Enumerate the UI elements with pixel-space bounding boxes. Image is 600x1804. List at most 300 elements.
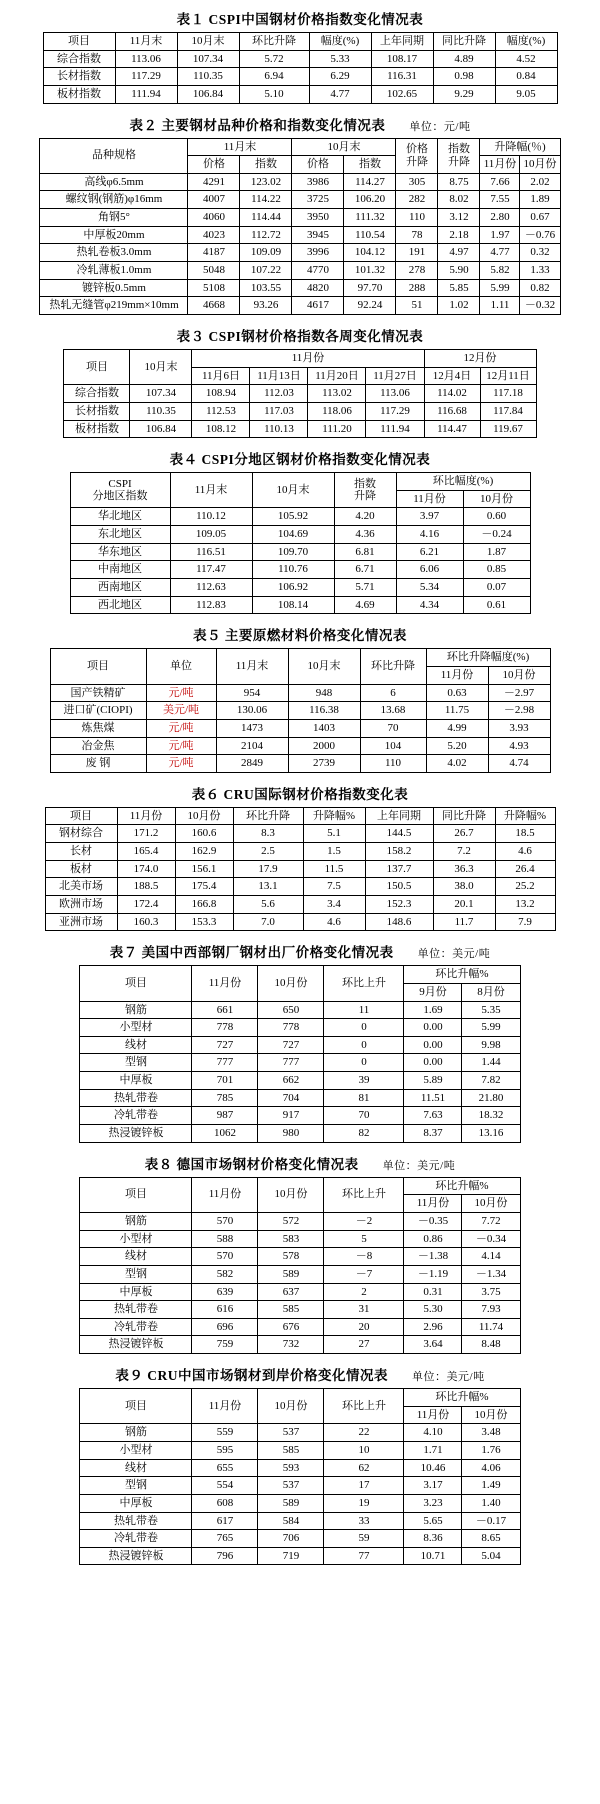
table-cell: 5.65 <box>404 1512 462 1530</box>
table-row <box>80 1125 520 1143</box>
table-header-row <box>45 807 555 825</box>
table-cell: 4.89 <box>433 50 495 68</box>
table-cell: 111.20 <box>308 420 366 438</box>
table-cell: 4.74 <box>488 755 550 773</box>
table-row <box>80 1530 520 1548</box>
table-cell: 3725 <box>292 191 344 209</box>
table-cell: 4.10 <box>404 1424 462 1442</box>
table-cell: 2000 <box>288 737 360 755</box>
table-cell: 110 <box>360 755 426 773</box>
table-cell: 5.20 <box>426 737 488 755</box>
table-cell: 582 <box>192 1265 258 1283</box>
column-header: 10月末 <box>288 649 360 684</box>
table-cell: 4023 <box>188 226 240 244</box>
table-cell: 0.85 <box>463 561 530 579</box>
column-header: 单位 <box>146 649 216 684</box>
table-cell: 13.68 <box>360 702 426 720</box>
table-cell: 3986 <box>292 173 344 191</box>
table-cell: 570 <box>192 1248 258 1266</box>
table-cell: 104.69 <box>252 526 334 544</box>
table-cell: 101.32 <box>344 262 396 280</box>
row-label: 型钢 <box>80 1477 192 1495</box>
table-cell: 1.87 <box>463 543 530 561</box>
table-cell: 917 <box>258 1107 324 1125</box>
table-cell: 980 <box>258 1125 324 1143</box>
table-cell: 108.12 <box>192 420 250 438</box>
column-header: 环比幅度(%) <box>396 473 530 491</box>
table-cell: 0.67 <box>520 209 560 227</box>
table-row <box>40 173 560 191</box>
table-cell: 113.06 <box>115 50 177 68</box>
table-row <box>45 860 555 878</box>
table-title-t7 <box>8 941 592 961</box>
table-cell: 4668 <box>188 297 240 315</box>
table-cell: 117.18 <box>480 385 536 403</box>
table-row <box>70 579 530 597</box>
table-cell: 109.05 <box>170 526 252 544</box>
table-cell: 7.9 <box>495 913 555 931</box>
table-cell: －7 <box>324 1265 404 1283</box>
table-cell: 8.02 <box>438 191 480 209</box>
table-cell: 6 <box>360 684 426 702</box>
table-cell: 6.29 <box>309 68 371 86</box>
column-header: 同比升降 <box>433 807 495 825</box>
row-label: 西北地区 <box>70 596 170 614</box>
table-cell: 160.3 <box>117 913 175 931</box>
table-cell: 2849 <box>216 755 288 773</box>
table-cell: 1.71 <box>404 1442 462 1460</box>
table-cell: 110.76 <box>252 561 334 579</box>
column-header: 11月份 <box>404 1195 462 1213</box>
column-header: 上年同期 <box>365 807 433 825</box>
row-label: 东北地区 <box>70 526 170 544</box>
table-cell: 5.72 <box>239 50 309 68</box>
table-row <box>40 244 560 262</box>
table-cell: 158.2 <box>365 843 433 861</box>
table-cell: 51 <box>396 297 438 315</box>
table-cell: 954 <box>216 684 288 702</box>
table-cell: 4.93 <box>488 737 550 755</box>
table-cell: 778 <box>258 1019 324 1037</box>
table-cell: 93.26 <box>240 297 292 315</box>
table-cell: 554 <box>192 1477 258 1495</box>
table-cell: 10.46 <box>404 1459 462 1477</box>
table-cell: 11.51 <box>404 1089 462 1107</box>
table-cell: 5.89 <box>404 1072 462 1090</box>
table-cell: 105.92 <box>252 508 334 526</box>
table-cell: 39 <box>324 1072 404 1090</box>
table-cell: 637 <box>258 1283 324 1301</box>
table-cell: 33 <box>324 1512 404 1530</box>
row-label: 小型材 <box>80 1442 192 1460</box>
table-cell: 114.22 <box>240 191 292 209</box>
table-cell: 8.37 <box>404 1125 462 1143</box>
table-block-t8 <box>8 1153 592 1354</box>
table-row <box>64 402 536 420</box>
table-cell: 109.70 <box>252 543 334 561</box>
table-cell: 0.32 <box>520 244 560 262</box>
column-header: 8月份 <box>462 983 520 1001</box>
column-header: 12月份 <box>424 349 536 367</box>
table-header-row <box>80 1389 520 1407</box>
column-header: 项目 <box>80 1177 192 1212</box>
table-title-t2 <box>8 114 592 134</box>
row-label: 长材 <box>45 843 117 861</box>
table-cell: 112.63 <box>170 579 252 597</box>
table-cell: 36.3 <box>433 860 495 878</box>
table-cell: 4.6 <box>303 913 365 931</box>
table-cell: 191 <box>396 244 438 262</box>
table-cell: 26.7 <box>433 825 495 843</box>
table-cell: 6.71 <box>334 561 396 579</box>
table-cell: 777 <box>192 1054 258 1072</box>
table-row <box>50 737 550 755</box>
table-block-t7 <box>8 941 592 1142</box>
data-table-t1 <box>43 32 558 104</box>
table-cell: 106.92 <box>252 579 334 597</box>
table-row <box>45 843 555 861</box>
table-row <box>43 68 557 86</box>
table-row <box>50 719 550 737</box>
table-unit-note: 单位：美元/吨 <box>382 1159 456 1172</box>
table-cell: 3.48 <box>462 1424 520 1442</box>
column-header: 10月份 <box>462 1406 520 1424</box>
table-cell: 987 <box>192 1107 258 1125</box>
table-cell: 4.34 <box>396 596 463 614</box>
table-cell: 4060 <box>188 209 240 227</box>
table-header-row <box>40 138 560 156</box>
table-cell: 7.82 <box>462 1072 520 1090</box>
row-label: 冷轧带卷 <box>80 1107 192 1125</box>
table-header-row <box>80 1177 520 1195</box>
table-cell: 7.66 <box>480 173 520 191</box>
table-cell: 696 <box>192 1318 258 1336</box>
row-label: 华东地区 <box>70 543 170 561</box>
table-cell: 3.93 <box>488 719 550 737</box>
table-header-row <box>43 33 557 51</box>
column-header: 品种规格 <box>40 138 188 173</box>
row-label: 长材指数 <box>43 68 115 86</box>
table-cell: 31 <box>324 1301 404 1319</box>
table-cell: 25.2 <box>495 878 555 896</box>
row-label: 冷轧带卷 <box>80 1318 192 1336</box>
table-cell: 10.71 <box>404 1547 462 1565</box>
row-label: 中厚板 <box>80 1494 192 1512</box>
table-cell: 1403 <box>288 719 360 737</box>
table-cell: 559 <box>192 1424 258 1442</box>
table-cell: 123.02 <box>240 173 292 191</box>
table-block-t3 <box>8 325 592 438</box>
table-row <box>80 1442 520 1460</box>
column-header: 10月份 <box>258 1177 324 1212</box>
row-label: 综合指数 <box>64 385 130 403</box>
table-cell: 0.31 <box>404 1283 462 1301</box>
table-cell: 11.7 <box>433 913 495 931</box>
table-cell: 5108 <box>188 279 240 297</box>
table-cell: 82 <box>324 1125 404 1143</box>
table-cell: 2 <box>324 1283 404 1301</box>
row-label: 长材指数 <box>64 402 130 420</box>
row-label: 板材指数 <box>64 420 130 438</box>
table-cell: 719 <box>258 1547 324 1565</box>
table-cell: 5.85 <box>438 279 480 297</box>
table-row <box>80 1318 520 1336</box>
table-cell: －0.34 <box>462 1230 520 1248</box>
table-cell: 5.04 <box>462 1547 520 1565</box>
table-row <box>64 420 536 438</box>
table-cell: 578 <box>258 1248 324 1266</box>
row-label: 北美市场 <box>45 878 117 896</box>
row-label: 钢筋 <box>80 1212 192 1230</box>
table-header-row <box>64 349 536 367</box>
table-cell: 111.32 <box>344 209 396 227</box>
table-cell: 9.05 <box>495 85 557 103</box>
table-cell: 4820 <box>292 279 344 297</box>
table-cell: －2.97 <box>488 684 550 702</box>
column-header: 11月末 <box>188 138 292 156</box>
row-label: 线材 <box>80 1248 192 1266</box>
table-cell: 59 <box>324 1530 404 1548</box>
table-cell: 1.69 <box>404 1001 462 1019</box>
table-cell: 3.23 <box>404 1494 462 1512</box>
table-cell: 0 <box>324 1054 404 1072</box>
table-row <box>40 209 560 227</box>
table-cell: 18.5 <box>495 825 555 843</box>
table-row <box>40 297 560 315</box>
table-cell: 7.5 <box>303 878 365 896</box>
table-cell: 117.29 <box>366 402 424 420</box>
table-cell: 0.63 <box>426 684 488 702</box>
table-cell: 元/吨 <box>146 719 216 737</box>
table-cell: 759 <box>192 1336 258 1354</box>
table-cell: 112.03 <box>250 385 308 403</box>
table-cell: 150.5 <box>365 878 433 896</box>
row-label: 国产铁精矿 <box>50 684 146 702</box>
table-cell: 0.84 <box>495 68 557 86</box>
table-cell: 5.10 <box>239 85 309 103</box>
column-header: 10月份 <box>488 666 550 684</box>
column-header: CSPI 分地区指数 <box>70 473 170 508</box>
table-cell: 117.29 <box>115 68 177 86</box>
row-label: 冷轧带卷 <box>80 1530 192 1548</box>
table-cell: 617 <box>192 1512 258 1530</box>
column-header: 11月13日 <box>250 367 308 385</box>
table-row <box>50 684 550 702</box>
table-cell: 17.9 <box>233 860 303 878</box>
column-header: 11月份 <box>426 666 488 684</box>
table-row <box>80 1001 520 1019</box>
table-cell: 107.22 <box>240 262 292 280</box>
table-cell: 593 <box>258 1459 324 1477</box>
column-header: 项目 <box>43 33 115 51</box>
table-cell: 144.5 <box>365 825 433 843</box>
table-row <box>45 878 555 896</box>
column-header: 幅度(%) <box>495 33 557 51</box>
table-title-t9 <box>8 1364 592 1384</box>
table-cell: 661 <box>192 1001 258 1019</box>
table-cell: 4.6 <box>495 843 555 861</box>
table-cell: 116.68 <box>424 402 480 420</box>
table-row <box>80 1212 520 1230</box>
row-label: 中南地区 <box>70 561 170 579</box>
column-header: 价格 <box>188 156 240 174</box>
table-row <box>70 526 530 544</box>
table-cell: 106.84 <box>177 85 239 103</box>
table-cell: 153.3 <box>175 913 233 931</box>
table-row <box>80 1107 520 1125</box>
row-label: 综合指数 <box>43 50 115 68</box>
table-cell: 美元/吨 <box>146 702 216 720</box>
table-cell: 8.48 <box>462 1336 520 1354</box>
table-cell: 1.11 <box>480 297 520 315</box>
table-cell: 21.80 <box>462 1089 520 1107</box>
column-header: 幅度(%) <box>309 33 371 51</box>
row-label: 热轧带卷 <box>80 1301 192 1319</box>
table-cell: －1.19 <box>404 1265 462 1283</box>
table-cell: 4617 <box>292 297 344 315</box>
table-cell: 114.02 <box>424 385 480 403</box>
table-cell: 107.34 <box>130 385 192 403</box>
row-label: 高线φ6.5mm <box>40 173 188 191</box>
table-cell: 4187 <box>188 244 240 262</box>
table-row <box>80 1477 520 1495</box>
table-cell: 111.94 <box>115 85 177 103</box>
table-cell: 2104 <box>216 737 288 755</box>
table-row <box>70 508 530 526</box>
table-cell: 元/吨 <box>146 755 216 773</box>
table-row <box>64 385 536 403</box>
column-header: 升降幅% <box>303 807 365 825</box>
table-cell: 11.75 <box>426 702 488 720</box>
table-cell: 104.12 <box>344 244 396 262</box>
table-cell: －2 <box>324 1212 404 1230</box>
data-table-t7 <box>79 965 520 1142</box>
table-cell: 583 <box>258 1230 324 1248</box>
table-row <box>80 1036 520 1054</box>
column-header: 10月份 <box>258 1389 324 1424</box>
row-label: 螺纹钢(钢筋)φ16mm <box>40 191 188 209</box>
table-cell: 104 <box>360 737 426 755</box>
table-cell: 156.1 <box>175 860 233 878</box>
column-header: 环比升降 <box>233 807 303 825</box>
column-header: 10月份 <box>462 1195 520 1213</box>
table-cell: 19 <box>324 1494 404 1512</box>
row-label: 钢筋 <box>80 1424 192 1442</box>
table-cell: 3.97 <box>396 508 463 526</box>
column-header: 11月20日 <box>308 367 366 385</box>
column-header: 指数 升降 <box>334 473 396 508</box>
row-label: 冷轧薄板1.0mm <box>40 262 188 280</box>
table-cell: 10 <box>324 1442 404 1460</box>
row-label: 板材 <box>45 860 117 878</box>
table-row <box>43 85 557 103</box>
table-cell: 537 <box>258 1424 324 1442</box>
table-cell: 595 <box>192 1442 258 1460</box>
table-cell: 5.35 <box>462 1001 520 1019</box>
table-cell: 662 <box>258 1072 324 1090</box>
column-header: 指数 <box>344 156 396 174</box>
table-cell: 7.63 <box>404 1107 462 1125</box>
table-row <box>40 191 560 209</box>
table-row <box>80 1424 520 1442</box>
table-title-t1 <box>8 8 592 28</box>
table-cell: 5.90 <box>438 262 480 280</box>
row-label: 热浸镀锌板 <box>80 1125 192 1143</box>
column-header: 环比升降 <box>360 649 426 684</box>
table-cell: 107.34 <box>177 50 239 68</box>
table-cell: 106.84 <box>130 420 192 438</box>
row-label: 热浸镀锌板 <box>80 1336 192 1354</box>
table-row <box>80 1547 520 1565</box>
table-cell: 639 <box>192 1283 258 1301</box>
table-row <box>80 1230 520 1248</box>
table-cell: 116.38 <box>288 702 360 720</box>
column-header: 10月份 <box>258 966 324 1001</box>
table-cell: 103.55 <box>240 279 292 297</box>
table-cell: 110.12 <box>170 508 252 526</box>
table-cell: 537 <box>258 1477 324 1495</box>
table-cell: 727 <box>258 1036 324 1054</box>
table-cell: 38.0 <box>433 878 495 896</box>
column-header: 11月27日 <box>366 367 424 385</box>
table-cell: 114.27 <box>344 173 396 191</box>
table-row <box>80 1248 520 1266</box>
table-title-t4 <box>8 448 592 468</box>
table-cell: 706 <box>258 1530 324 1548</box>
table-cell: 5048 <box>188 262 240 280</box>
table-title-text: 表７ 美国中西部钢厂钢材出厂价格变化情况表 <box>109 945 394 961</box>
data-table-t9 <box>79 1388 520 1565</box>
table-title-text: 表５ 主要原燃材料价格变化情况表 <box>193 628 407 644</box>
table-cell: －0.17 <box>462 1512 520 1530</box>
table-cell: 7.0 <box>233 913 303 931</box>
table-cell: 4.52 <box>495 50 557 68</box>
table-cell: 765 <box>192 1530 258 1548</box>
table-cell: 1.33 <box>520 262 560 280</box>
table-cell: 1.49 <box>462 1477 520 1495</box>
table-cell: 608 <box>192 1494 258 1512</box>
column-header: 11月份 <box>192 349 424 367</box>
table-cell: 97.70 <box>344 279 396 297</box>
table-cell: 0.07 <box>463 579 530 597</box>
table-cell: 108.94 <box>192 385 250 403</box>
table-cell: －1.34 <box>462 1265 520 1283</box>
table-block-t4 <box>8 448 592 614</box>
table-unit-note: 单位：元/吨 <box>409 120 471 133</box>
table-cell: 282 <box>396 191 438 209</box>
table-cell: 1473 <box>216 719 288 737</box>
table-block-t1 <box>8 8 592 104</box>
table-cell: －0.24 <box>463 526 530 544</box>
table-cell: －0.35 <box>404 1212 462 1230</box>
table-cell: 5.6 <box>233 895 303 913</box>
row-label: 线材 <box>80 1459 192 1477</box>
table-cell: 元/吨 <box>146 684 216 702</box>
table-cell: 112.72 <box>240 226 292 244</box>
row-label: 镀锌板0.5mm <box>40 279 188 297</box>
column-header: 11月末 <box>216 649 288 684</box>
table-cell: 70 <box>324 1107 404 1125</box>
table-cell: 108.14 <box>252 596 334 614</box>
row-label: 炼焦煤 <box>50 719 146 737</box>
table-cell: 78 <box>396 226 438 244</box>
column-header: 指数 <box>240 156 292 174</box>
table-cell: 3.17 <box>404 1477 462 1495</box>
table-cell: 20.1 <box>433 895 495 913</box>
data-table-t2 <box>39 138 560 315</box>
table-cell: 704 <box>258 1089 324 1107</box>
table-cell: 4.14 <box>462 1248 520 1266</box>
